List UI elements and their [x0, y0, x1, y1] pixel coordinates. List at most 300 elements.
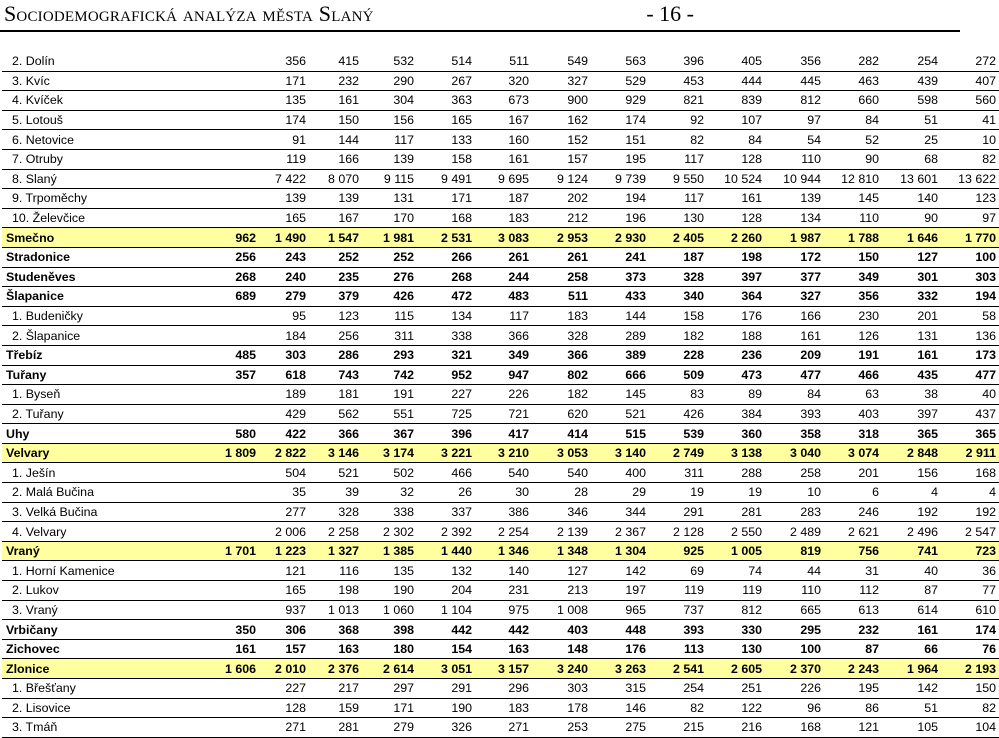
cell-value: 357 [210, 365, 259, 385]
cell-value: 227 [417, 385, 475, 405]
cell-value: 161 [309, 91, 362, 111]
cell-value [210, 561, 259, 581]
cell-value: 165 [259, 208, 309, 228]
cell-value: 127 [532, 561, 591, 581]
table-row [2, 365, 999, 385]
cell-value: 3 146 [309, 443, 362, 463]
cell-value: 3 040 [765, 443, 824, 463]
cell-value: 1 606 [210, 659, 259, 679]
cell-value: 947 [475, 365, 532, 385]
cell-value: 721 [475, 404, 532, 424]
cell-value: 562 [309, 404, 362, 424]
cell-value: 10 944 [765, 169, 824, 189]
cell-value: 356 [259, 52, 309, 71]
cell-value: 407 [941, 71, 999, 91]
cell-value: 252 [362, 247, 417, 267]
cell-value: 563 [591, 52, 649, 71]
cell-value: 2 367 [591, 522, 649, 542]
cell-value: 204 [417, 581, 475, 601]
cell-value: 2 258 [309, 522, 362, 542]
table-row [2, 404, 999, 424]
cell-value: 2 128 [649, 522, 707, 542]
cell-value: 303 [259, 345, 309, 365]
cell-value: 41 [941, 110, 999, 130]
cell-value: 2 911 [941, 443, 999, 463]
cell-value: 965 [591, 600, 649, 620]
cell-value: 417 [475, 424, 532, 444]
cell-value: 12 810 [824, 169, 882, 189]
cell-value: 295 [765, 620, 824, 640]
cell-value: 1 013 [309, 600, 362, 620]
cell-value: 160 [475, 130, 532, 150]
cell-value: 246 [824, 502, 882, 522]
table-row [2, 541, 999, 561]
cell-value: 3 051 [417, 659, 475, 679]
cell-value: 367 [362, 424, 417, 444]
cell-value: 338 [417, 326, 475, 346]
cell-value: 379 [309, 287, 362, 307]
cell-value: 28 [532, 483, 591, 503]
cell-value: 2 254 [475, 522, 532, 542]
cell-value [210, 679, 259, 699]
cell-value: 132 [417, 561, 475, 581]
cell-value: 620 [532, 404, 591, 424]
cell-value: 187 [475, 189, 532, 209]
cell-value: 321 [417, 345, 475, 365]
cell-value [210, 169, 259, 189]
cell-value: 610 [941, 600, 999, 620]
cell-value: 128 [707, 149, 765, 169]
cell-value [210, 52, 259, 71]
cell-value: 1 005 [707, 541, 765, 561]
cell-value: 148 [532, 639, 591, 659]
cell-value: 819 [765, 541, 824, 561]
cell-value: 466 [417, 463, 475, 483]
cell-value: 163 [309, 639, 362, 659]
cell-value: 271 [475, 718, 532, 738]
cell-value [210, 189, 259, 209]
cell-value: 38 [882, 385, 941, 405]
row-name: 3. Vraný [2, 600, 210, 620]
cell-value: 158 [417, 149, 475, 169]
row-name: Třebíz [2, 345, 210, 365]
cell-value: 514 [417, 52, 475, 71]
cell-value: 365 [882, 424, 941, 444]
cell-value: 2 243 [824, 659, 882, 679]
cell-value: 3 210 [475, 443, 532, 463]
cell-value: 3 174 [362, 443, 417, 463]
cell-value: 122 [707, 698, 765, 718]
cell-value: 130 [649, 208, 707, 228]
cell-value: 929 [591, 91, 649, 111]
cell-value: 236 [707, 345, 765, 365]
cell-value: 244 [475, 267, 532, 287]
cell-value: 240 [259, 267, 309, 287]
cell-value: 802 [532, 365, 591, 385]
table-row [2, 345, 999, 365]
cell-value: 139 [259, 189, 309, 209]
cell-value: 330 [707, 620, 765, 640]
table-row [2, 639, 999, 659]
cell-value: 1 104 [417, 600, 475, 620]
cell-value: 100 [765, 639, 824, 659]
cell-value: 174 [259, 110, 309, 130]
cell-value: 136 [941, 326, 999, 346]
cell-value: 176 [707, 306, 765, 326]
row-name: Velvary [2, 443, 210, 463]
cell-value: 119 [259, 149, 309, 169]
cell-value [210, 71, 259, 91]
cell-value: 161 [210, 639, 259, 659]
table-row [2, 52, 999, 71]
cell-value: 161 [882, 345, 941, 365]
cell-value: 215 [649, 718, 707, 738]
cell-value: 30 [475, 483, 532, 503]
cell-value: 2 541 [649, 659, 707, 679]
cell-value: 3 138 [707, 443, 765, 463]
cell-value: 1 701 [210, 541, 259, 561]
cell-value: 119 [649, 581, 707, 601]
cell-value: 326 [417, 718, 475, 738]
cell-value: 397 [707, 267, 765, 287]
cell-value: 279 [259, 287, 309, 307]
cell-value: 2 621 [824, 522, 882, 542]
cell-value: 445 [765, 71, 824, 91]
cell-value: 184 [259, 326, 309, 346]
table-row [2, 267, 999, 287]
cell-value: 95 [259, 306, 309, 326]
table-row [2, 326, 999, 346]
row-name: Vraný [2, 541, 210, 561]
cell-value: 90 [824, 149, 882, 169]
cell-value: 2 531 [417, 228, 475, 248]
row-name: 3. Tmáň [2, 718, 210, 738]
cell-value: 272 [941, 52, 999, 71]
cell-value: 303 [532, 679, 591, 699]
table-row [2, 228, 999, 248]
cell-value: 429 [259, 404, 309, 424]
cell-value: 473 [707, 365, 765, 385]
cell-value: 84 [765, 385, 824, 405]
table-row [2, 130, 999, 150]
cell-value: 115 [362, 306, 417, 326]
cell-value: 366 [475, 326, 532, 346]
cell-value: 2 953 [532, 228, 591, 248]
table-row [2, 620, 999, 640]
cell-value: 35 [259, 483, 309, 503]
cell-value: 477 [765, 365, 824, 385]
cell-value: 396 [417, 424, 475, 444]
cell-value: 69 [649, 561, 707, 581]
cell-value: 360 [707, 424, 765, 444]
cell-value: 123 [309, 306, 362, 326]
cell-value: 123 [941, 189, 999, 209]
cell-value: 1 490 [259, 228, 309, 248]
cell-value: 146 [591, 698, 649, 718]
cell-value: 66 [882, 639, 941, 659]
cell-value: 139 [362, 149, 417, 169]
cell-value: 171 [362, 698, 417, 718]
table-row [2, 247, 999, 267]
cell-value: 4 [882, 483, 941, 503]
table-row [2, 385, 999, 405]
cell-value [210, 522, 259, 542]
cell-value: 614 [882, 600, 941, 620]
cell-value: 176 [591, 639, 649, 659]
cell-value: 40 [882, 561, 941, 581]
cell-value: 167 [309, 208, 362, 228]
cell-value: 135 [362, 561, 417, 581]
cell-value: 320 [475, 71, 532, 91]
cell-value: 121 [259, 561, 309, 581]
cell-value: 327 [765, 287, 824, 307]
cell-value: 96 [765, 698, 824, 718]
cell-value: 725 [417, 404, 475, 424]
cell-value: 171 [417, 189, 475, 209]
cell-value: 389 [591, 345, 649, 365]
cell-value: 551 [362, 404, 417, 424]
cell-value: 174 [941, 620, 999, 640]
cell-value: 110 [765, 149, 824, 169]
cell-value: 4 [941, 483, 999, 503]
cell-value: 2 749 [649, 443, 707, 463]
cell-value: 268 [210, 267, 259, 287]
cell-value: 356 [765, 52, 824, 71]
cell-value: 190 [417, 698, 475, 718]
cell-value: 140 [475, 561, 532, 581]
table-row [2, 600, 999, 620]
cell-value: 9 550 [649, 169, 707, 189]
cell-value: 275 [591, 718, 649, 738]
cell-value: 580 [210, 424, 259, 444]
cell-value: 159 [309, 698, 362, 718]
cell-value: 74 [707, 561, 765, 581]
cell-value: 1 008 [532, 600, 591, 620]
cell-value: 226 [475, 385, 532, 405]
cell-value: 86 [824, 698, 882, 718]
cell-value: 415 [309, 52, 362, 71]
cell-value: 366 [309, 424, 362, 444]
cell-value: 90 [882, 208, 941, 228]
cell-value: 689 [210, 287, 259, 307]
cell-value: 104 [941, 718, 999, 738]
cell-value: 198 [309, 581, 362, 601]
cell-value: 812 [707, 600, 765, 620]
cell-value: 201 [824, 463, 882, 483]
cell-value: 509 [649, 365, 707, 385]
cell-value: 232 [824, 620, 882, 640]
table-row [2, 522, 999, 542]
cell-value: 82 [941, 698, 999, 718]
row-name: Smečno [2, 228, 210, 248]
cell-value: 145 [824, 189, 882, 209]
cell-value [210, 404, 259, 424]
population-table [2, 52, 999, 738]
cell-value: 2 550 [707, 522, 765, 542]
cell-value: 100 [941, 247, 999, 267]
cell-value: 6 [824, 483, 882, 503]
cell-value: 119 [707, 581, 765, 601]
cell-value: 144 [309, 130, 362, 150]
cell-value [210, 718, 259, 738]
cell-value: 975 [475, 600, 532, 620]
table-row [2, 208, 999, 228]
cell-value: 925 [649, 541, 707, 561]
cell-value [210, 110, 259, 130]
table-row [2, 71, 999, 91]
cell-value: 279 [362, 718, 417, 738]
cell-value: 1 987 [765, 228, 824, 248]
cell-value: 504 [259, 463, 309, 483]
cell-value: 77 [941, 581, 999, 601]
cell-value: 532 [362, 52, 417, 71]
cell-value: 105 [882, 718, 941, 738]
cell-value: 191 [824, 345, 882, 365]
cell-value: 142 [882, 679, 941, 699]
cell-value: 127 [882, 247, 941, 267]
table-row [2, 679, 999, 699]
row-name: Šlapanice [2, 287, 210, 307]
cell-value: 256 [210, 247, 259, 267]
document-title: Sociodemografická analýza města Slaný [4, 1, 374, 26]
cell-value: 303 [941, 267, 999, 287]
row-name: Studeněves [2, 267, 210, 287]
cell-value: 254 [882, 52, 941, 71]
cell-value: 477 [941, 365, 999, 385]
cell-value: 52 [824, 130, 882, 150]
cell-value: 737 [649, 600, 707, 620]
cell-value: 87 [882, 581, 941, 601]
cell-value: 741 [882, 541, 941, 561]
cell-value: 2 489 [765, 522, 824, 542]
cell-value: 58 [941, 306, 999, 326]
cell-value: 282 [824, 52, 882, 71]
cell-value: 502 [362, 463, 417, 483]
cell-value: 165 [417, 110, 475, 130]
row-name: 1. Břešťany [2, 679, 210, 699]
cell-value: 613 [824, 600, 882, 620]
cell-value: 373 [591, 267, 649, 287]
cell-value: 25 [882, 130, 941, 150]
row-name: Uhy [2, 424, 210, 444]
cell-value: 44 [765, 561, 824, 581]
cell-value: 19 [649, 483, 707, 503]
cell-value: 117 [649, 149, 707, 169]
table-row [2, 149, 999, 169]
cell-value: 232 [309, 71, 362, 91]
cell-value: 660 [824, 91, 882, 111]
cell-value: 2 376 [309, 659, 362, 679]
cell-value: 19 [707, 483, 765, 503]
cell-value: 618 [259, 365, 309, 385]
cell-value: 8 070 [309, 169, 362, 189]
cell-value: 116 [309, 561, 362, 581]
cell-value: 435 [882, 365, 941, 385]
cell-value: 213 [532, 581, 591, 601]
cell-value [210, 130, 259, 150]
cell-value: 1 547 [309, 228, 362, 248]
cell-value: 673 [475, 91, 532, 111]
cell-value: 76 [941, 639, 999, 659]
row-name: 1. Byseň [2, 385, 210, 405]
cell-value: 2 930 [591, 228, 649, 248]
cell-value: 350 [210, 620, 259, 640]
cell-value: 117 [649, 189, 707, 209]
cell-value: 145 [591, 385, 649, 405]
cell-value [210, 306, 259, 326]
cell-value: 161 [765, 326, 824, 346]
cell-value: 196 [591, 208, 649, 228]
table-row [2, 110, 999, 130]
cell-value: 1 327 [309, 541, 362, 561]
cell-value: 253 [532, 718, 591, 738]
cell-value: 97 [941, 208, 999, 228]
cell-value: 340 [649, 287, 707, 307]
cell-value: 821 [649, 91, 707, 111]
cell-value [210, 149, 259, 169]
cell-value: 168 [765, 718, 824, 738]
cell-value: 291 [417, 679, 475, 699]
cell-value: 158 [649, 306, 707, 326]
cell-value: 2 370 [765, 659, 824, 679]
row-name: 2. Lukov [2, 581, 210, 601]
cell-value: 297 [362, 679, 417, 699]
cell-value: 293 [362, 345, 417, 365]
cell-value: 140 [882, 189, 941, 209]
cell-value: 198 [707, 247, 765, 267]
cell-value: 290 [362, 71, 417, 91]
table-body [2, 52, 999, 737]
cell-value: 84 [707, 130, 765, 150]
cell-value: 368 [309, 620, 362, 640]
cell-value: 364 [707, 287, 765, 307]
cell-value: 268 [417, 267, 475, 287]
cell-value: 156 [362, 110, 417, 130]
cell-value: 306 [259, 620, 309, 640]
cell-value: 433 [591, 287, 649, 307]
row-name: 2. Lisovice [2, 698, 210, 718]
cell-value: 10 524 [707, 169, 765, 189]
cell-value: 1 646 [882, 228, 941, 248]
cell-value: 110 [824, 208, 882, 228]
cell-value: 439 [882, 71, 941, 91]
cell-value: 3 083 [475, 228, 532, 248]
cell-value: 1 223 [259, 541, 309, 561]
cell-value: 328 [532, 326, 591, 346]
cell-value: 133 [417, 130, 475, 150]
cell-value: 384 [707, 404, 765, 424]
cell-value: 393 [649, 620, 707, 640]
row-name: 10. Želevčice [2, 208, 210, 228]
cell-value: 311 [362, 326, 417, 346]
cell-value: 32 [362, 483, 417, 503]
cell-value: 277 [259, 502, 309, 522]
cell-value: 40 [941, 385, 999, 405]
cell-value: 422 [259, 424, 309, 444]
cell-value: 251 [707, 679, 765, 699]
cell-value: 194 [941, 287, 999, 307]
table-row [2, 189, 999, 209]
cell-value: 363 [417, 91, 475, 111]
cell-value: 180 [362, 639, 417, 659]
cell-value: 131 [882, 326, 941, 346]
cell-value: 2 848 [882, 443, 941, 463]
cell-value: 162 [532, 110, 591, 130]
cell-value: 2 260 [707, 228, 765, 248]
cell-value: 241 [591, 247, 649, 267]
cell-value: 515 [591, 424, 649, 444]
cell-value: 188 [707, 326, 765, 346]
